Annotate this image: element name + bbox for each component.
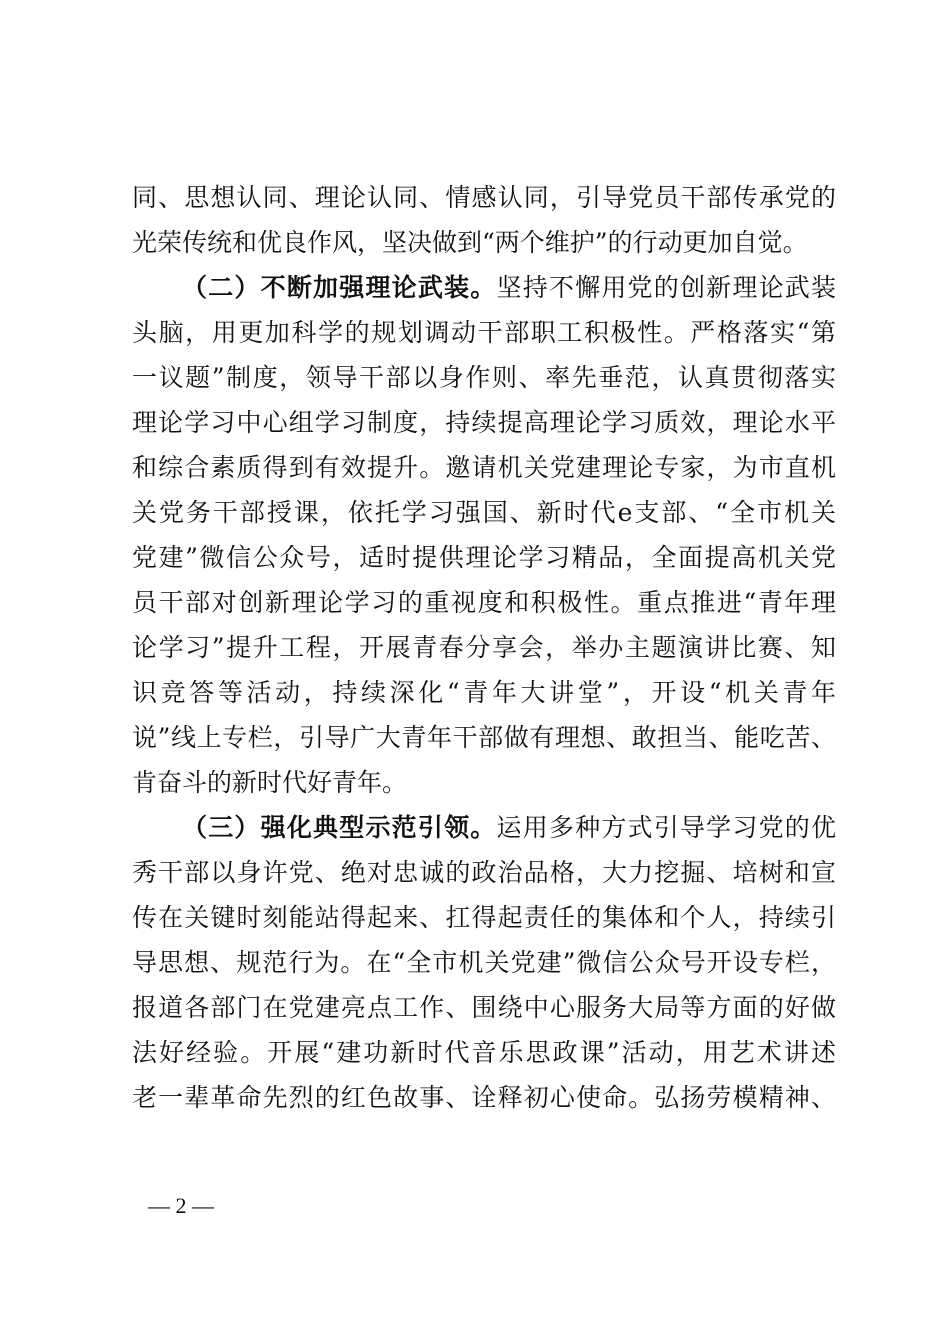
body-line-7: 和综合素质得到有效提升。邀请机关党建理论专家，为市直机 [132,453,836,482]
body-line-5: 一议题”制度，领导干部以身作则、率先垂范，认真贯彻落实 [132,363,836,392]
body-line-20: 法好经验。开展“建功新时代音乐思政课”活动，用艺术讲述 [132,1038,836,1067]
body-line-16: 秀干部以身许党、绝对忠诚的政治品格，大力挖掘、培树和宣 [132,858,836,887]
body-line-10: 员干部对创新理论学习的重视度和积极性。重点推进“青年理 [132,588,836,617]
section-3-first-text: 运用多种方式引导学习党的优 [496,813,836,842]
body-line-13: 说”线上专栏，引导广大青年干部做有理想、敢担当、能吃苦、 [132,723,836,752]
body-line-8: 关党务干部授课，依托学习强国、新时代e支部、“全市机关 [132,498,836,527]
body-line-1: 同、思想认同、理论认同、情感认同，引导党员干部传承党的 [132,183,836,212]
body-line-6: 理论学习中心组学习制度，持续提高理论学习质效，理论水平 [132,408,836,437]
section-2-first-text: 坚持不懈用党的创新理论武装 [496,273,836,302]
body-line-12: 识竞答等活动，持续深化“青年大讲堂”，开设“机关青年 [132,678,836,707]
section-3-heading: （三）强化典型示范引领。 [182,813,497,842]
body-line-18: 导思想、规范行为。在“全市机关党建”微信公众号开设专栏， [132,948,836,977]
body-line-9: 党建”微信公众号，适时提供理论学习精品，全面提高机关党 [132,543,836,572]
body-line-21: 老一辈革命先烈的红色故事、诠释初心使命。弘扬劳模精神、 [132,1083,836,1112]
body-line-14: 肯奋斗的新时代好青年。 [132,768,408,797]
page-number: — 2 — [148,1193,214,1218]
body-line-17: 传在关键时刻能站得起来、扛得起责任的集体和个人，持续引 [132,903,836,932]
section-3-first-line [182,808,836,848]
body-line-2: 光荣传统和优良作风，坚决做到“两个维护”的行动更加自觉。 [132,228,808,257]
section-2-first-line [182,268,836,308]
body-line-11: 论学习”提升工程，开展青春分享会，举办主题演讲比赛、知 [132,633,836,662]
body-line-4: 头脑，用更加科学的规划调动干部职工积极性。严格落实“第 [132,318,836,347]
body-line-19: 报道各部门在党建亮点工作、围绕中心服务大局等方面的好做 [132,993,836,1022]
section-2-heading: （二）不断加强理论武装。 [182,273,497,302]
